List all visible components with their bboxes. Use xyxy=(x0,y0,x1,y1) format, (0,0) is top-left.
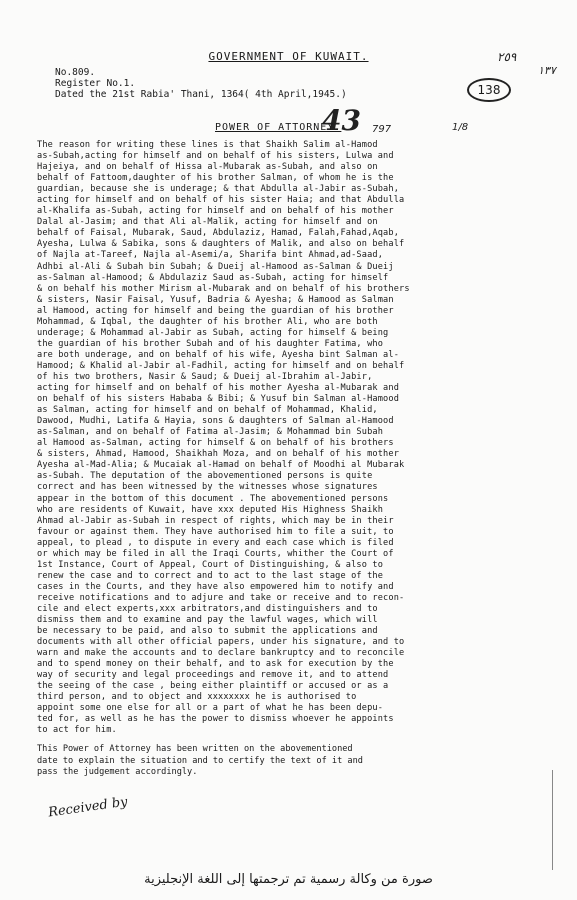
text-line: acting for himself and on behalf of his sister Haia; and that Abdulla xyxy=(37,195,405,206)
handwritten-note-top-right-2: ١٣٧ xyxy=(538,64,556,77)
margin-rule xyxy=(552,770,553,870)
document-number: No.809. xyxy=(55,67,96,78)
text-line: Mohammad, & Iqbal, the daughter of his brother Ali, who are both xyxy=(37,316,378,327)
text-line: Hajeiya, and on behalf of Hissa al-Mubarak as-Subah, and also on xyxy=(37,162,378,173)
text-line: behalf of Fattoom,daughter of his brother Salman, of whom he is the xyxy=(37,173,394,184)
document-heading: GOVERNMENT OF KUWAIT. xyxy=(208,50,369,63)
text-line: & sisters, Ahmad, Hamood, Shaikhah Moza, and on behalf of his mother xyxy=(37,449,400,460)
text-line: appoint some one else for all or a part of what he has been depu- xyxy=(37,703,384,714)
text-line: Ahmad al-Jabir as-Subah in respect of rights, which may be in their xyxy=(37,515,394,526)
text-line: third person, and to object and xxxxxxxx he is authorised to xyxy=(37,692,357,703)
text-line: Hamood; & Khalid al-Jabir al-Fadhil, acting for himself and on behalf xyxy=(37,360,405,371)
text-line: underage; & Mohammad al-Jabir as Subah, acting for himself & being xyxy=(37,327,389,338)
text-line: appeal, to plead , to dispute in every and each case which is filed xyxy=(37,537,394,548)
text-line: documents with all other official papers, under his signature, and to xyxy=(37,637,405,648)
text-line: al Hamood as-Salman, acting for himself & on behalf of his brothers xyxy=(37,438,394,449)
received-by-signature: Received by xyxy=(47,794,129,821)
text-line: be necessary to be paid, and also to submit the applications and xyxy=(37,626,378,637)
text-line: as-Salman al-Hamood; & Abdulaziz Saud as-Subah, acting for himself xyxy=(37,272,389,283)
document-closing xyxy=(37,744,547,779)
text-line: Dawood, Mudhi, Latifa & Hayia, sons & daughters of Salman al-Hamood xyxy=(37,416,394,427)
text-line: Dalal al-Jasim; and that Ali al-Malik, acting for himself and on xyxy=(37,217,378,228)
text-line: as Salman, acting for himself and on behalf of Mohammad, Khalid, xyxy=(37,405,378,416)
text-line: cile and elect experts,xxx arbitrators,and distinguishers and to xyxy=(37,603,378,614)
text-line: & sisters, Nasir Faisal, Yusuf, Badria & Ayesha; & Hamood as Salman xyxy=(37,294,394,305)
document-register: Register No.1. xyxy=(55,78,136,89)
text-line: of Najla at-Tareef, Najla al-Asemi/a, Sharifa bint Ahmad,ad-Saad, xyxy=(37,250,384,261)
text-line: way of security and legal proceedings and remove it, and to attend xyxy=(37,670,389,681)
document-meta xyxy=(55,67,347,100)
text-line: dismiss them and to examine and pay the lawful wages, which will xyxy=(37,615,378,626)
text-line: appear in the bottom of this document . The abovementioned persons xyxy=(37,493,389,504)
handwritten-note-top-right-1: ٢٥٩ xyxy=(497,50,517,64)
text-line: acting for himself and on behalf of his mother Ayesha al-Mubarak and xyxy=(37,383,400,394)
text-line: and to spend money on their behalf, and to ask for execution by the xyxy=(37,659,394,670)
text-line: renew the case and to correct and to act to the last stage of the xyxy=(37,570,384,581)
text-line: Ayesha, Lulwa & Sabika, sons & daughters of Malik, and also on behalf xyxy=(37,239,405,250)
text-line: receive notifications and to adjure and take or receive and to recon- xyxy=(37,592,405,603)
text-line: cases in the Courts, and they have also empowered him to notify and xyxy=(37,581,394,592)
handwritten-797: 797 xyxy=(372,124,392,135)
handwritten-number: 43 xyxy=(322,104,361,137)
text-line: date to explain the situation and to certify the text of it and xyxy=(37,755,363,766)
text-line: correct and has been witnessed by the witnesses whose signatures xyxy=(37,482,378,493)
text-line: are both underage, and on behalf of his wife, Ayesha bint Salman al- xyxy=(37,349,400,360)
text-line: pass the judgement accordingly. xyxy=(37,767,198,777)
text-line: to act for him. xyxy=(37,725,117,736)
text-line: the seeing of the case , being either plaintiff or accused or as a xyxy=(37,681,389,692)
text-line: al Hamood, acting for himself and being the guardian of his brother xyxy=(37,305,394,316)
text-line: as-Subah. The deputation of the abovementioned persons is quite xyxy=(37,471,373,482)
circled-page-number: 138 xyxy=(467,78,511,102)
text-line: the guardian of his brother Subah and of his daughter Fatima, who xyxy=(37,338,384,349)
document-body xyxy=(37,140,547,737)
text-line: The reason for writing these lines is that Shaikh Salim al-Hamod xyxy=(37,140,378,150)
text-line: & on behalf his mother Mirism al-Mubarak and on behalf of his brothers xyxy=(37,283,410,294)
text-line: or which may be filed in all the Iraqi Courts, whither the Court of xyxy=(37,548,394,559)
text-line: on behalf of his sisters Hababa & Bibi; & Yusuf bin Salman al-Hamood xyxy=(37,394,400,405)
text-line: guardian, because she is underage; & that Abdulla al-Jabir as-Subah, xyxy=(37,184,400,195)
document-title: POWER OF ATTORNEY. xyxy=(215,122,342,133)
text-line: al-Khalifa as-Subah, acting for himself and on behalf of his mother xyxy=(37,206,394,217)
text-line: who are residents of Kuwait, have xxx deputed His Highness Shaikh xyxy=(37,504,384,515)
text-line: warn and make the accounts and to declare bankruptcy and to reconcile xyxy=(37,648,405,659)
text-line: as-Salman, and on behalf of Fatima al-Jasim; & Mohammad bin Subah xyxy=(37,427,384,438)
text-line: This Power of Attorney has been written on the abovementioned xyxy=(37,744,353,754)
text-line: ted for, as well as he has the power to dismiss whoever he appoints xyxy=(37,714,394,725)
text-line: Ayesha al-Mad-Alia; & Mucaiak al-Hamad on behalf of Moodhi al Mubarak xyxy=(37,460,405,471)
text-line: 1st Instance, Court of Appeal, Court of Distinguishing, & also to xyxy=(37,559,384,570)
document-date: Dated the 21st Rabia' Thani, 1364( 4th April,1945.) xyxy=(55,89,347,100)
text-line: behalf of Faisal, Mubarak, Saud, Abdulaziz, Hamad, Falah,Fahad,Aqab, xyxy=(37,228,400,239)
text-line: Adhbi al-Ali & Subah bin Subah; & Dueij al-Hamood as-Salman & Dueij xyxy=(37,261,394,272)
arabic-footer: صورة من وكالة رسمية تم ترجمتها إلى اللغة الإنجليزية xyxy=(144,872,433,887)
text-line: favour or against them. They have authorised him to file a suit, to xyxy=(37,526,394,537)
text-line: as-Subah,acting for himself and on behalf of his sisters, Lulwa and xyxy=(37,151,394,162)
text-line: of his two brothers, Nasir & Saud; & Dueij al-Ibrahim al-Jabir, xyxy=(37,371,373,382)
handwritten-fraction: 1/8 xyxy=(452,122,469,133)
